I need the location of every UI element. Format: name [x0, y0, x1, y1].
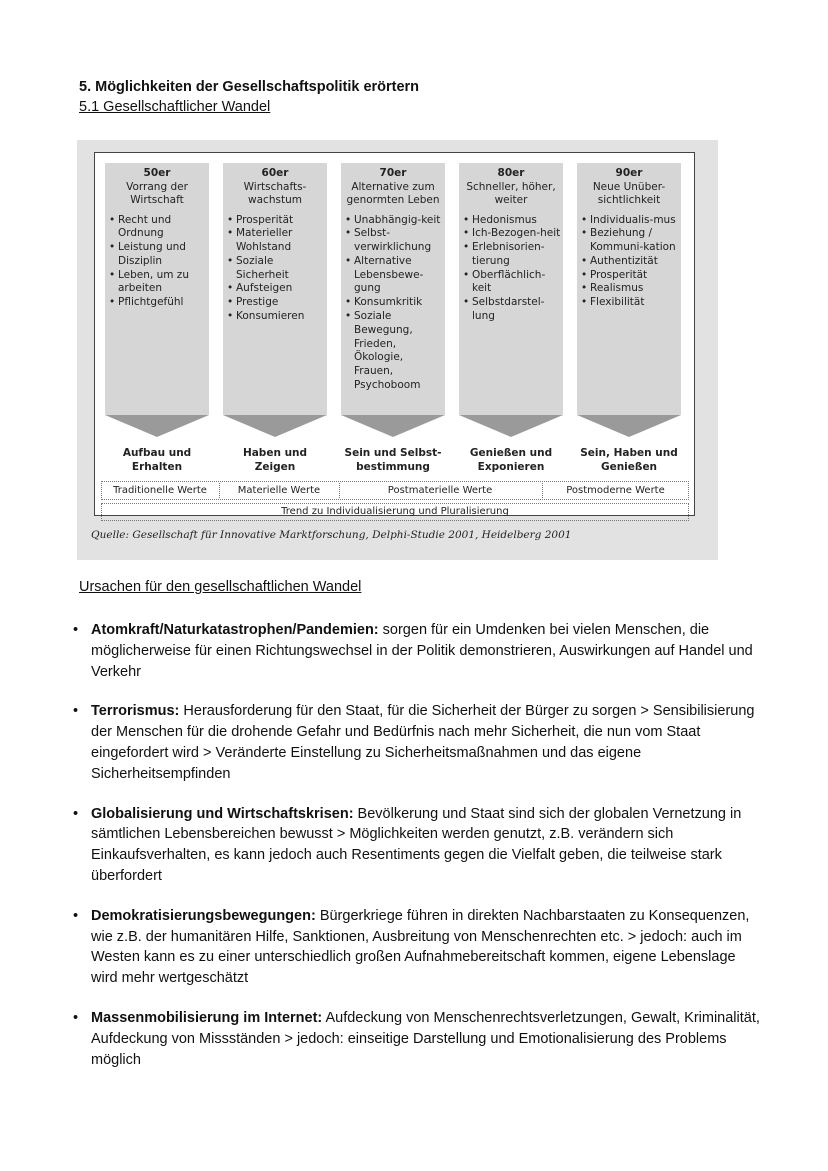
column-panel: [341, 163, 445, 415]
cause-term: Globalisierung und Wirtschaftskrisen:: [91, 805, 354, 822]
down-arrow-icon: [459, 415, 563, 437]
value-item: • Individualis-mus: [590, 214, 679, 228]
column-header: [459, 163, 563, 208]
value-item: • Konsumieren: [236, 310, 325, 324]
cause-text: Bevölkerung und Staat sind sich der globalen Vernetzung in sämtlichen Lebensbereichen bewusst > Möglichkeiten werden genutzt, z.B. verändern sich Einkaufsverhalten, es kann jedoch auch Resentiments gegen die Vielfalt geben, die teilweise stark überfordert: [91, 805, 742, 884]
figure-source: Quelle: Gesellschaft für Innovative Marktforschung, Delphi-Studie 2001, Heidelberg 2001: [91, 529, 572, 541]
cause-term: Massenmobilisierung im Internet:: [91, 1009, 323, 1026]
decade-label: 70er: [379, 167, 407, 179]
down-arrow-icon: [105, 415, 209, 437]
decade-column-90s: [577, 163, 681, 473]
cause-text: Herausforderung für den Staat, für die Sicherheit der Bürger zu sorgen > Sensibilisierung der Menschen für die drohende Gefahr und Bedürfnis nach mehr Sicherheit, die nun vom Staat eingefordert wird > Veränderte Einstellung zu Sicherheitsmaßnahmen und das eigene Sicherheitsempfinden: [91, 703, 755, 782]
cause-text: Bürgerkriege führen in direkten Nachbarstaaten zu Konsequenzen, wie z.B. der humanitären Hilfe, Sanktionen, Ausbreitung von Menschenrechten etc. > jedoch: auch im Westen kann es zu einer unterschiedlich großen Aufnahmebereitschaft kommen, eigene Lebenslage wird mehr wertgeschätzt: [91, 907, 750, 987]
value-item: • Prosperität: [236, 214, 325, 228]
value-item: • Leistung und Disziplin: [118, 241, 207, 269]
down-arrow-icon: [341, 415, 445, 437]
category-label: Materielle Werte: [237, 485, 321, 496]
column-panel: [105, 163, 209, 415]
decade-label: 60er: [261, 167, 289, 179]
value-item: • Ich-Bezogen-heit: [472, 227, 561, 241]
value-item: • Konsumkritik: [354, 296, 443, 310]
value-item: • Realismus: [590, 282, 679, 296]
column-panel: [577, 163, 681, 415]
value-item: • Recht und Ordnung: [118, 214, 207, 242]
value-item: • Beziehung / Kommuni-kation: [590, 227, 679, 255]
header-line: Schneller, höher,: [466, 180, 556, 193]
down-arrow-icon: [577, 415, 681, 437]
header-line: sichtlichkeit: [597, 194, 661, 206]
value-item: • Aufsteigen: [236, 282, 325, 296]
value-item: • Soziale Sicherheit: [236, 255, 325, 283]
bullet-icon: •: [73, 907, 79, 924]
bullet-icon: •: [73, 703, 79, 720]
column-result: [223, 447, 327, 474]
value-item: • Hedonismus: [472, 214, 561, 228]
value-item: • Materieller Wohlstand: [236, 227, 325, 255]
bullet-icon: •: [73, 1009, 79, 1026]
decade-label: 50er: [143, 167, 171, 179]
category-label: Traditionelle Werte: [113, 485, 207, 496]
column-panel: [223, 163, 327, 415]
value-item: • Flexibilität: [590, 296, 679, 310]
result-line: Exponieren: [477, 460, 545, 473]
column-header: [223, 163, 327, 208]
value-list: [577, 214, 681, 311]
cause-term: Terrorismus:: [91, 703, 180, 720]
value-item: • Soziale Bewegung, Frieden, Ökologie, Frauen, Psychoboom: [354, 310, 443, 393]
list-item: [73, 701, 763, 784]
result-line: Erhalten: [131, 460, 183, 473]
value-item: • Alternative Lebensbewe-gung: [354, 255, 443, 296]
causes-list: [73, 620, 763, 1089]
value-item: • Erlebnisorien-tierung: [472, 241, 561, 269]
header-line: Vorrang der: [126, 180, 188, 193]
category-label: Postmoderne Werte: [566, 485, 665, 496]
value-list: [223, 214, 327, 324]
column-result: [341, 447, 445, 474]
value-list: [459, 214, 563, 324]
value-item: • Pflichtgefühl: [118, 296, 207, 310]
column-result: [459, 447, 563, 474]
value-list: [341, 214, 445, 393]
value-item: • Authentizität: [590, 255, 679, 269]
column-result: [105, 447, 209, 474]
category-label: Postmaterielle Werte: [387, 485, 493, 496]
value-change-figure: [77, 140, 718, 560]
decade-label: 90er: [615, 167, 643, 179]
value-item: • Leben, um zu arbeiten: [118, 269, 207, 297]
list-item: [73, 1008, 763, 1070]
value-item: • Selbst-verwirklichung: [354, 227, 443, 255]
cause-text: sorgen für ein Umdenken bei vielen Menschen, die möglicherweise für einen Richtungswechsel in der Politik demonstrieren, Auswirkungen auf Handel und Verkehr: [91, 622, 753, 680]
bullet-icon: •: [73, 622, 79, 638]
result-line: Sein und Selbst-: [344, 447, 442, 459]
decade-label: 80er: [497, 167, 525, 179]
result-line: Haben und Zeigen: [242, 447, 308, 473]
header-line: Wirtschaft: [130, 194, 184, 206]
bullet-icon: •: [73, 805, 79, 822]
down-arrow-icon: [223, 415, 327, 437]
page-title: 5. Möglichkeiten der Gesellschaftspolitik erörtern: [79, 79, 420, 95]
header-line: wachstum: [248, 194, 302, 206]
result-line: Sein, Haben und: [580, 447, 678, 459]
decade-column-60s: [223, 163, 327, 473]
column-result: [577, 447, 681, 474]
column-header: [341, 163, 445, 208]
header-line: genormten Leben: [346, 194, 440, 206]
value-item: • Selbstdarstel-lung: [472, 296, 561, 324]
value-item: • Oberflächlich-keit: [472, 269, 561, 297]
result-line: Genießen: [600, 460, 658, 473]
column-panel: [459, 163, 563, 415]
causes-title: Ursachen für den gesellschaftlichen Wandel: [79, 579, 362, 595]
decade-column-70s: [341, 163, 445, 473]
trend-row: Trend zu Individualisierung und Pluralisierung: [101, 503, 689, 521]
cause-term: Atomkraft/Naturkatastrophen/Pandemien:: [91, 622, 379, 638]
cause-text: Aufdeckung von Menschenrechtsverletzungen, Gewalt, Kriminalität, Aufdeckung von Missständen > jedoch: einseitige Darstellung und Emotionalisierung des Problems möglich: [91, 1009, 760, 1068]
value-item: • Prestige: [236, 296, 325, 310]
result-line: Genießen und: [469, 447, 553, 459]
header-line: Alternative zum: [351, 180, 435, 193]
column-header: [577, 163, 681, 208]
value-list: [105, 214, 209, 311]
list-item: [73, 906, 763, 989]
list-item: [73, 620, 763, 682]
decade-column-80s: [459, 163, 563, 473]
value-category-row: [101, 481, 689, 500]
result-line: bestimmung: [356, 460, 430, 473]
header-line: Wirtschafts-: [243, 180, 307, 193]
result-line: Aufbau und: [122, 447, 192, 459]
column-header: [105, 163, 209, 208]
list-item: [73, 804, 763, 887]
header-line: weiter: [494, 194, 528, 206]
decade-column-50s: [105, 163, 209, 473]
cause-term: Demokratisierungsbewegungen:: [91, 907, 316, 924]
value-item: • Prosperität: [590, 269, 679, 283]
value-change-diagram: [94, 152, 695, 516]
header-line: Neue Unüber-: [592, 180, 666, 193]
section-subtitle: 5.1 Gesellschaftlicher Wandel: [79, 99, 271, 115]
value-item: • Unabhängig-keit: [354, 214, 443, 228]
